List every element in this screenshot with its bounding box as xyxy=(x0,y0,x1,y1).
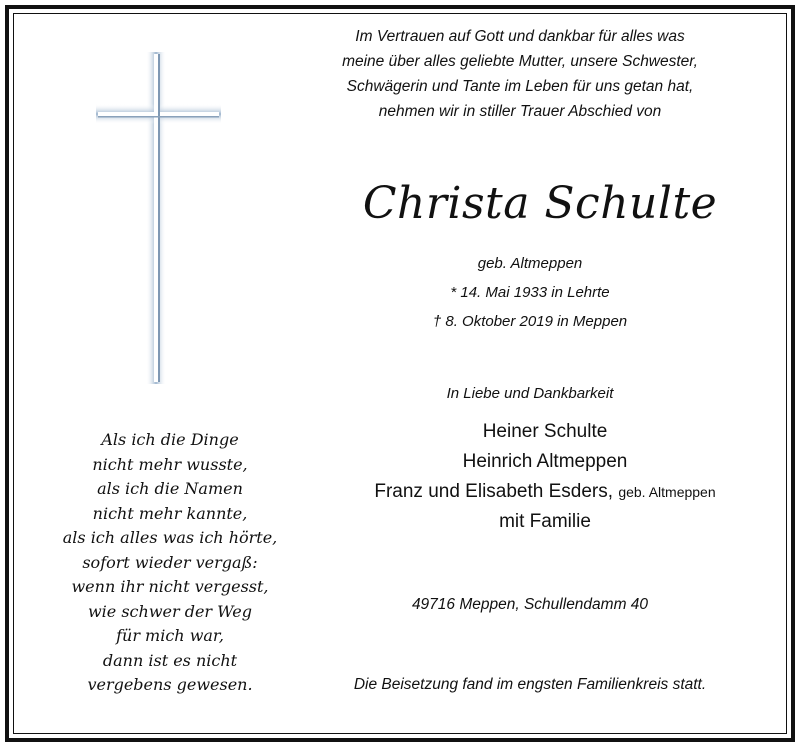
birth-name: geb. Altmeppen xyxy=(477,255,583,272)
poem-line: nicht mehr kannte, xyxy=(92,503,248,523)
mourner-name: Heiner Schulte xyxy=(482,421,608,442)
mourner-family: mit Familie xyxy=(499,511,591,532)
poem-line: wie schwer der Weg xyxy=(87,601,253,621)
birth-date: * 14. Mai 1933 in Lehrte xyxy=(450,284,610,301)
mourner-birth-name: geb. Altmeppen xyxy=(618,484,716,500)
life-dates xyxy=(380,249,680,336)
poem xyxy=(40,428,300,698)
burial-note: Die Beisetzung fand im engsten Familienkreis statt. xyxy=(353,676,707,693)
poem-line: vergebens gewesen. xyxy=(87,675,253,694)
poem-line: wenn ihr nicht vergesst, xyxy=(71,577,269,596)
intro-text xyxy=(320,24,720,124)
death-date: † 8. Oktober 2019 in Meppen xyxy=(432,313,628,330)
poem-line: als ich alles was ich hörte, xyxy=(62,528,278,547)
intro-line: Schwägerin und Tante im Leben für uns getan hat, xyxy=(346,78,694,95)
mourners-list xyxy=(300,417,790,537)
address: 49716 Meppen, Schullendamm 40 xyxy=(411,596,649,613)
mourner-couple: Franz und Elisabeth Esders, xyxy=(374,481,614,502)
thanks-line: In Liebe und Dankbarkeit xyxy=(446,385,614,402)
poem-line: sofort wieder vergaß: xyxy=(82,552,258,572)
deceased-name: Christa Schulte xyxy=(362,178,718,229)
poem-line: als ich die Namen xyxy=(97,479,243,498)
poem-line: dann ist es nicht xyxy=(102,650,238,670)
poem-line: Als ich die Dinge xyxy=(101,430,239,449)
intro-line: meine über alles geliebte Mutter, unsere Schwester, xyxy=(342,53,698,70)
mourner-name: Heinrich Altmeppen xyxy=(462,451,628,472)
mourner-name xyxy=(300,477,790,507)
intro-line: nehmen wir in stiller Trauer Abschied von xyxy=(378,103,662,120)
cross-icon xyxy=(96,52,221,384)
intro-line: Im Vertrauen auf Gott und dankbar für alles was xyxy=(355,28,685,45)
poem-line: für mich war, xyxy=(116,626,224,645)
poem-line: nicht mehr wusste, xyxy=(92,454,248,474)
